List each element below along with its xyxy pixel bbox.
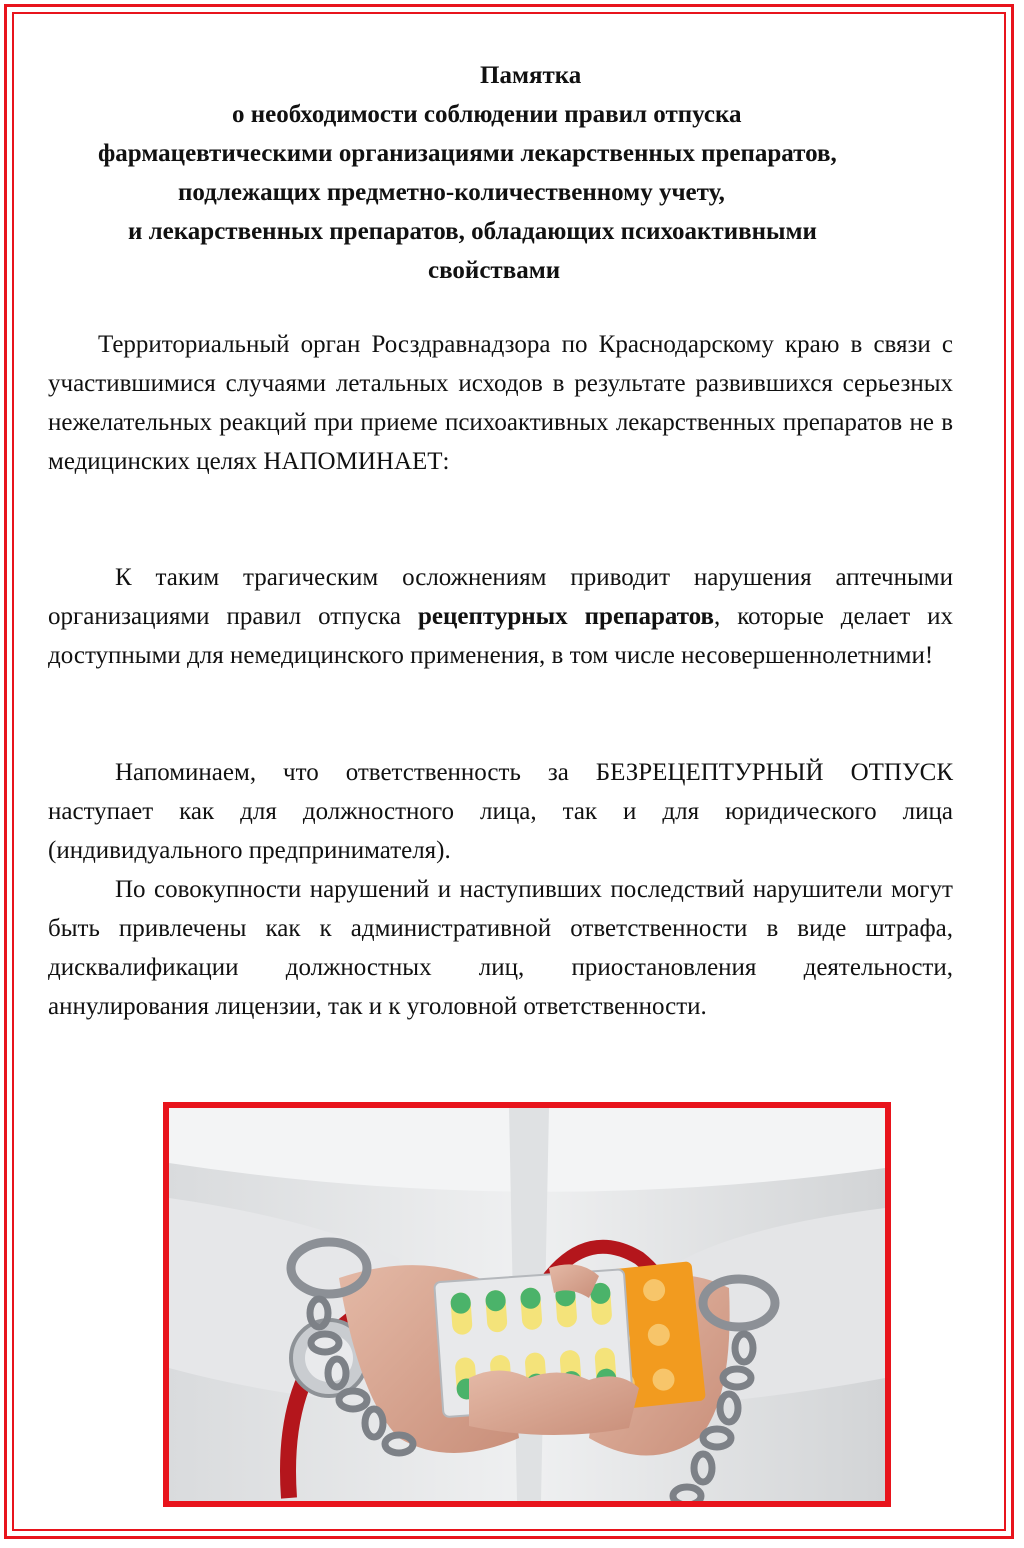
paragraph-complications-end: , которые делает их доступными для немедицинского применения, в том числе несовершеннолетними! [48, 603, 954, 669]
title-line-3: фармацевтическими организациями лекарственных препаратов, [98, 140, 837, 167]
illustration-svg [169, 1108, 885, 1501]
memo-title [48, 56, 953, 290]
paragraph-complications [48, 558, 953, 675]
paragraph-penalties-text: По совокупности нарушений и наступивших последствий нарушители могут быть привлечены как к административной ответственности в виде штрафа, дисквалификации должностных лиц, приостановления деятельности, аннулирования лицензии, так и к уголовной ответственности. [48, 876, 953, 1020]
paragraph-responsibility [48, 753, 953, 1026]
paragraph-complications-start: К таким трагическим осложнениям приводит нарушения аптечными организациями правил отпуска [48, 564, 953, 630]
paragraph-notice-text: Территориальный орган Росздравнадзора по Краснодарскому краю в связи с участившимися случаями летальных исходов в результате развившихся серьезных нежелательных реакций при приеме психоактивных лекарственных препаратов не в медицинских целях НАПОМИНАЕТ: [48, 331, 953, 475]
paragraph-notice [48, 325, 953, 481]
title-line-1: Памятка [480, 62, 582, 89]
title-line-6: свойствами [428, 257, 561, 284]
prescription-drugs-emphasis: рецептурных препаратов [418, 603, 715, 630]
paragraph-responsibility-text: Напоминаем, что ответственность за БЕЗРЕЦЕПТУРНЫЙ ОТПУСК наступает как для должностного лица, так и для юридического лица (индивидуального предпринимателя). [48, 759, 953, 864]
title-line-2: о необходимости соблюдении правил отпуска [232, 101, 742, 128]
title-line-5: и лекарственных препаратов, обладающих психоактивными [128, 218, 817, 245]
title-line-4: подлежащих предметно-количественному учету, [178, 179, 725, 206]
handcuffed-hands-with-pills-photo [163, 1102, 891, 1507]
